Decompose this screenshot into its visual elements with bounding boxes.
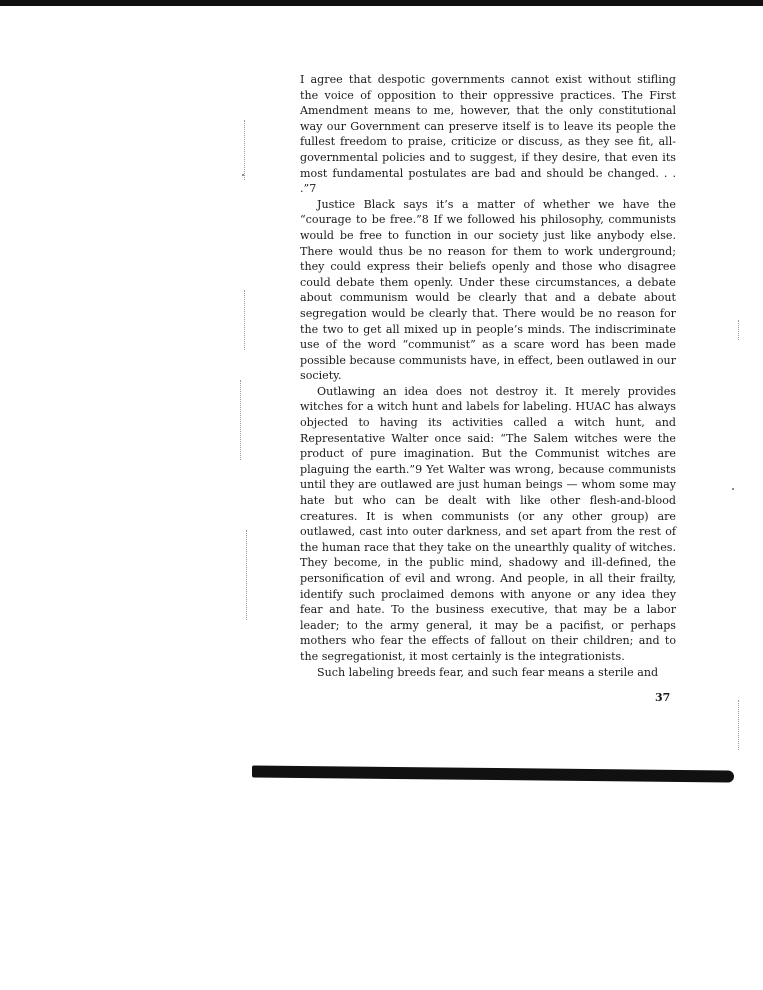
scan-artifact: [244, 120, 245, 180]
scan-artifact: [244, 290, 245, 350]
page-number: 37: [655, 691, 671, 704]
scan-artifact: [738, 700, 739, 750]
paragraph-1: I agree that despotic governments cannot exist without stifling the voice of opposition to their oppressive practices. The First Amendment means to me, however, that the only constitutional way our Government can preserve itself is to leave its people the fullest freedom to praise, criticize or discuss, as they see fit, all-governmental policies and to suggest, if they desire, that even its most fundamental postulates are bad and should be changed. . . .”7: [300, 73, 676, 196]
paragraph-3: Outlawing an idea does not destroy it. It merely provides witches for a witch hunt and labels for labeling. HUAC has always objected to having its activities called a witch hunt, and Representative Walter once said: “The Salem witches were the product of pure imagination. But the Communist witches are plaguing the earth.”9 Yet Walter was wrong, because communists until they are outlawed are just human beings — whom some may hate but who can be dealt with like other flesh-and-blood creatures. It is when communists (or any other group) are outlawed, cast into outer darkness, and set apart from the rest of the human race that they take on the unearthly quality of witches. They become, in the public mind, shadowy and ill-defined, the personification of evil and wrong. And people, in all their frailty, identify such proclaimed demons with anyone or any idea they fear and hate. To the business executive, that may be a labor leader; to the army general, it may be a pacifist, or perhaps mothers who fear the effects of fallout on their children; and to the segregationist, it most certainly is the integrationists.: [300, 384, 676, 663]
scan-artifact: [242, 174, 244, 176]
scan-artifact: [738, 320, 739, 340]
paragraph-2: Justice Black says it’s a matter of whether we have the “courage to be free.”8 If we followed his philosophy, communists would be free to function in our society just like anybody else. There would thus be no reason for them to work underground; they could express their beliefs openly and those who disagree could debate them openly. Under these circumstances, a debate about communism would be clearly that and a debate about segregation would be clearly that. There would be no reason for the two to get all mixed up in people’s minds. The indiscriminate use of the word “communist” as a scare word has been made possible because communists have, in effect, been outlawed in our society.: [300, 197, 677, 383]
scan-artifact: [246, 530, 247, 620]
scan-artifact: [240, 380, 241, 460]
paragraph-4: Such labeling breeds fear, and such fear means a sterile and: [317, 665, 659, 679]
scan-top-edge: [0, 0, 763, 6]
page-body-text: [300, 72, 676, 680]
scan-artifact: [732, 488, 734, 490]
scan-bottom-edge: [252, 765, 734, 782]
